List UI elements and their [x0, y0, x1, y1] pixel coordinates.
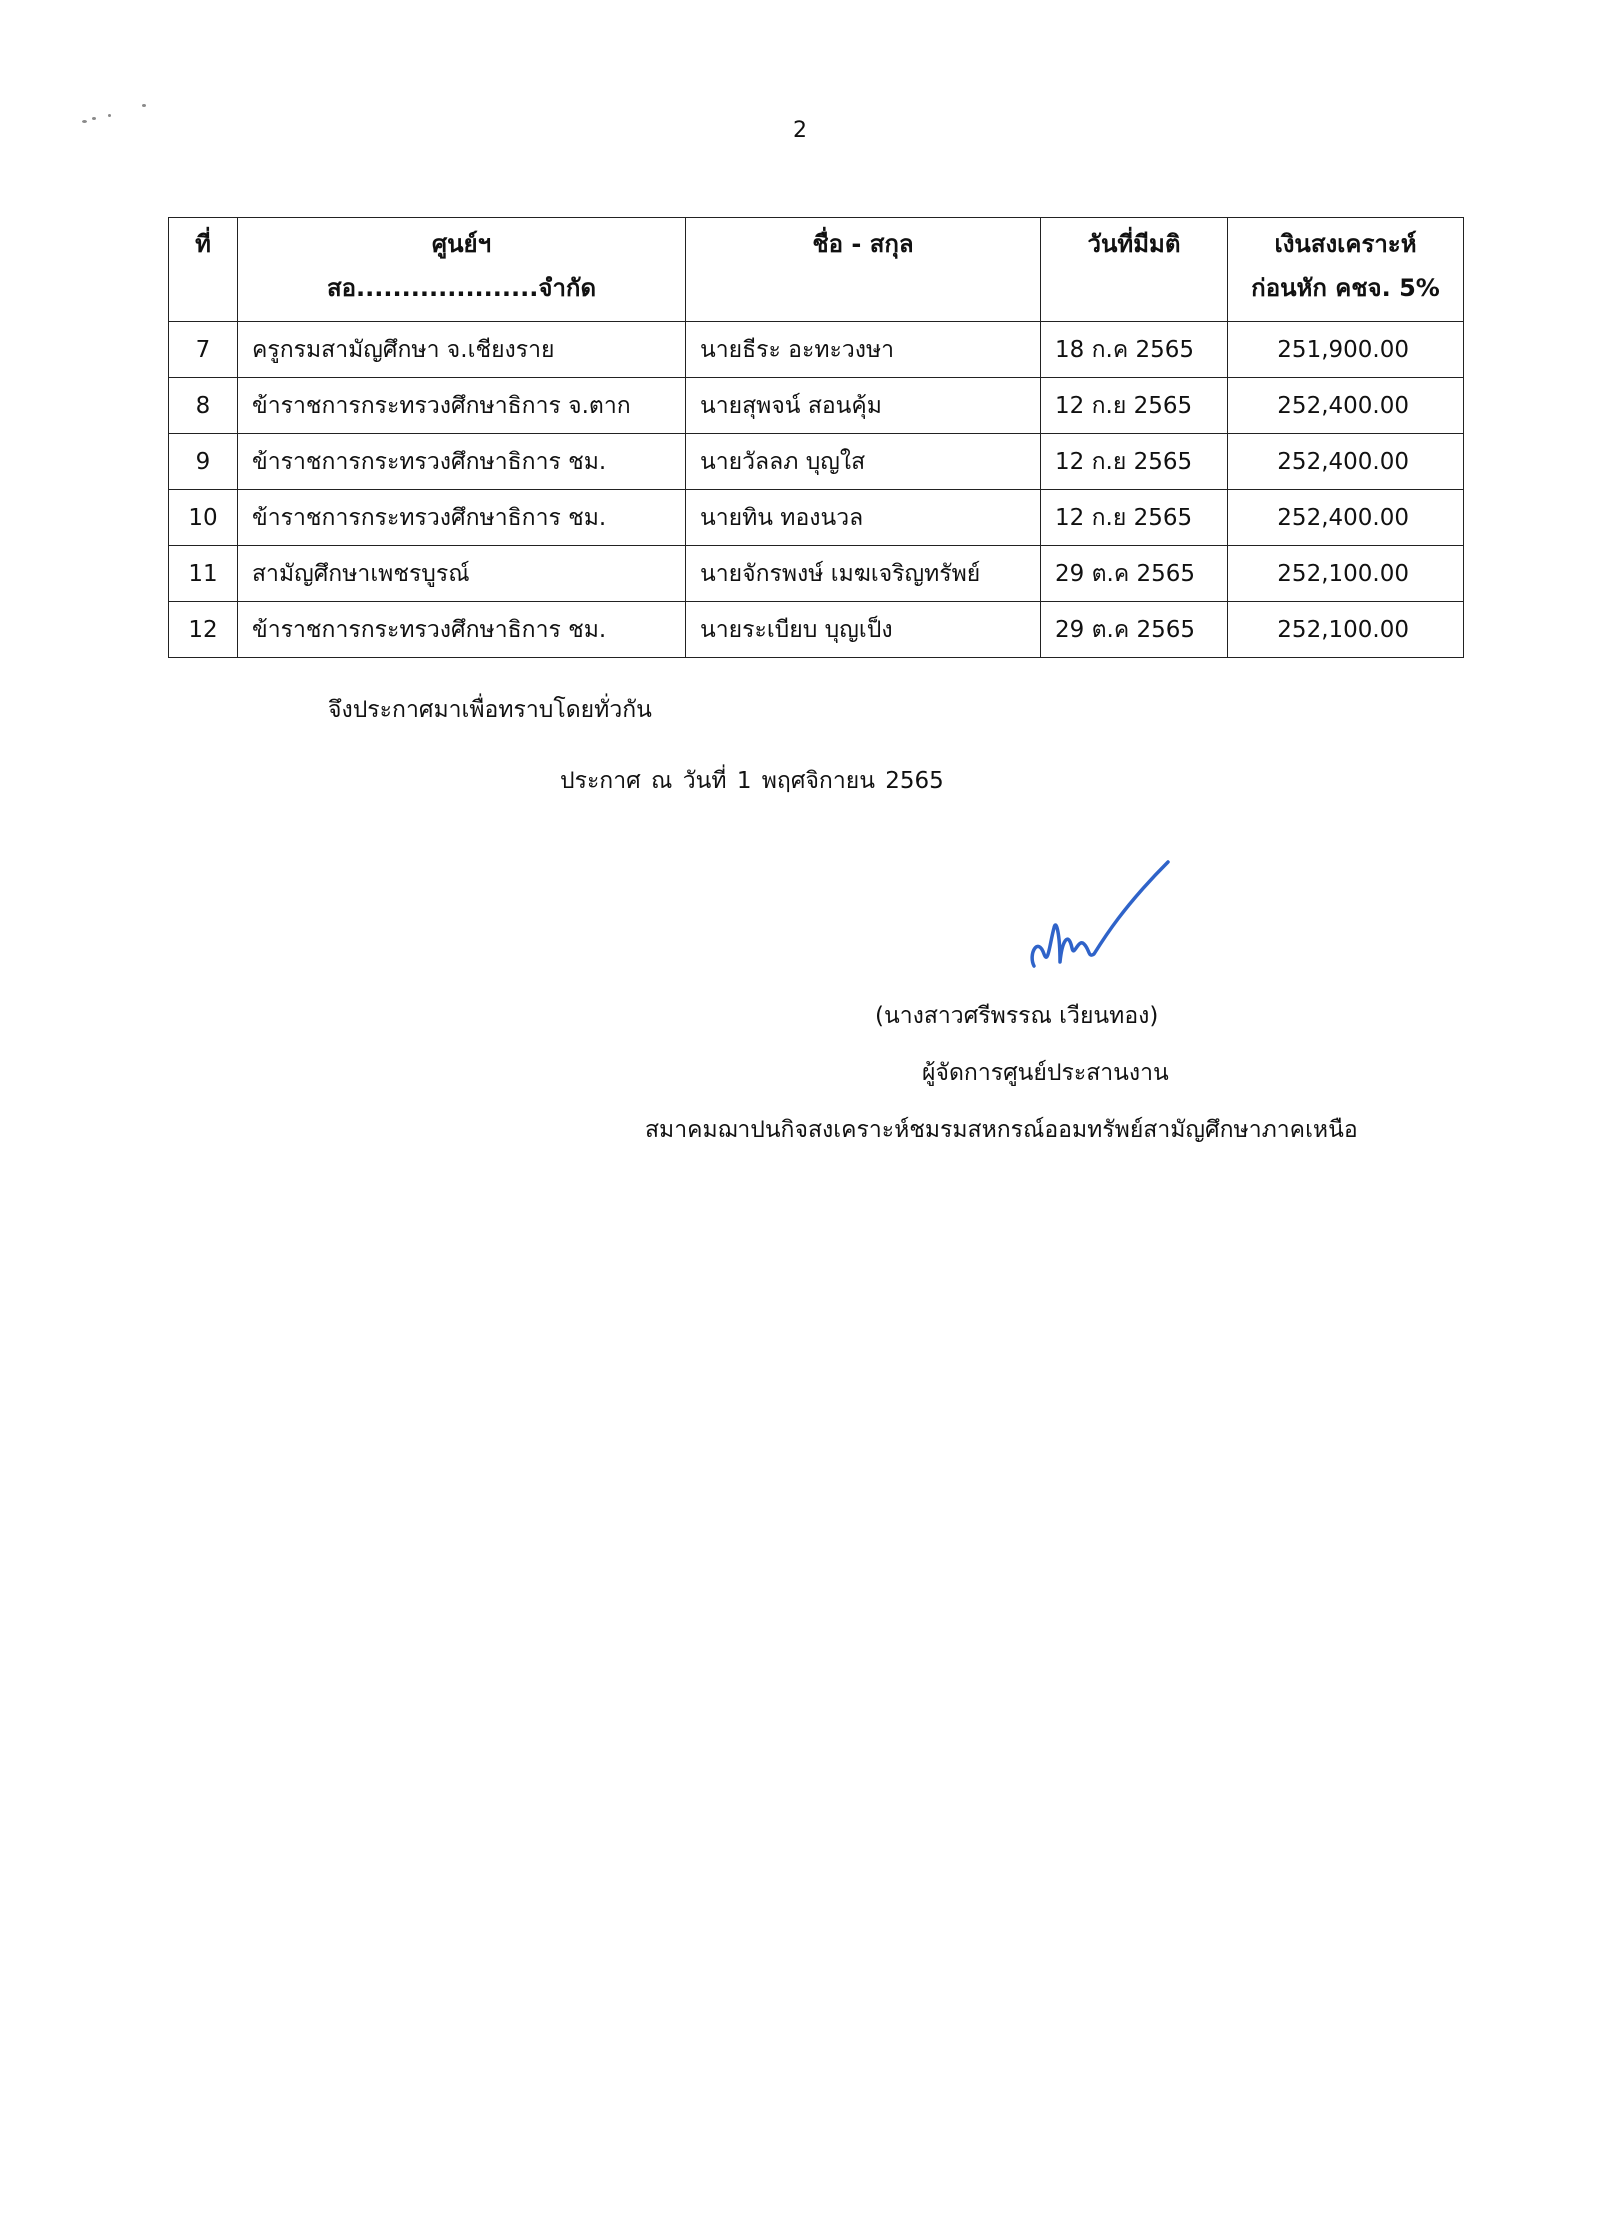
row-number: 9 [169, 434, 238, 490]
row-date: 12 ก.ย 2565 [1041, 378, 1228, 434]
signature-stroke [1032, 862, 1168, 966]
row-name: นายธีระ อะทะวงษา [686, 322, 1041, 378]
row-amount: 252,400.00 [1228, 490, 1464, 546]
page-number: 2 [793, 118, 807, 143]
header-no: ที่ [169, 218, 238, 322]
header-amount: เงินสงเคราะห์ ก่อนหัก คชจ. 5% [1228, 218, 1464, 322]
row-center: ข้าราชการกระทรวงศึกษาธิการ จ.ตาก [238, 378, 686, 434]
row-name: นายวัลลภ บุญใส [686, 434, 1041, 490]
row-center: ข้าราชการกระทรวงศึกษาธิการ ชม. [238, 602, 686, 658]
header-name: ชื่อ - สกุล [686, 218, 1041, 322]
row-date: 29 ต.ค 2565 [1041, 546, 1228, 602]
row-number: 11 [169, 546, 238, 602]
header-center: ศูนย์ฯ สอ....................จำกัด [238, 218, 686, 322]
row-date: 12 ก.ย 2565 [1041, 434, 1228, 490]
signer-organization: สมาคมฌาปนกิจสงเคราะห์ชมรมสหกรณ์ออมทรัพย์สามัญศึกษาภาคเหนือ [645, 1117, 1358, 1143]
row-amount: 251,900.00 [1228, 322, 1464, 378]
row-center: ข้าราชการกระทรวงศึกษาธิการ ชม. [238, 434, 686, 490]
row-number: 12 [169, 602, 238, 658]
table-row [169, 322, 1464, 378]
row-date: 18 ก.ค 2565 [1041, 322, 1228, 378]
row-center: ครูกรมสามัญศึกษา จ.เชียงราย [238, 322, 686, 378]
row-number: 7 [169, 322, 238, 378]
row-name: นายระเบียบ บุญเป็ง [686, 602, 1041, 658]
row-date: 29 ต.ค 2565 [1041, 602, 1228, 658]
row-amount: 252,400.00 [1228, 434, 1464, 490]
signature-image [1020, 858, 1180, 988]
row-amount: 252,100.00 [1228, 602, 1464, 658]
row-name: นายสุพจน์ สอนคุ้ม [686, 378, 1041, 434]
row-name: นายจักรพงษ์ เมฆเจริญทรัพย์ [686, 546, 1041, 602]
header-date: วันที่มีมติ [1041, 218, 1228, 322]
table-header-row [169, 218, 1464, 322]
benefit-table [168, 217, 1464, 658]
table-row [169, 546, 1464, 602]
issued-date: ประกาศ ณ วันที่ 1 พฤศจิกายน 2565 [560, 768, 944, 794]
row-amount: 252,100.00 [1228, 546, 1464, 602]
table-row [169, 490, 1464, 546]
row-name: นายทิน ทองนวล [686, 490, 1041, 546]
row-date: 12 ก.ย 2565 [1041, 490, 1228, 546]
announcement-text: จึงประกาศมาเพื่อทราบโดยทั่วกัน [328, 697, 652, 723]
table-row [169, 434, 1464, 490]
table-row [169, 602, 1464, 658]
table-row [169, 378, 1464, 434]
row-number: 8 [169, 378, 238, 434]
signer-name: (นางสาวศรีพรรณ เวียนทอง) [875, 1003, 1159, 1029]
row-amount: 252,400.00 [1228, 378, 1464, 434]
row-center: ข้าราชการกระทรวงศึกษาธิการ ชม. [238, 490, 686, 546]
row-number: 10 [169, 490, 238, 546]
row-center: สามัญศึกษาเพชรบูรณ์ [238, 546, 686, 602]
signer-title: ผู้จัดการศูนย์ประสานงาน [922, 1060, 1169, 1086]
